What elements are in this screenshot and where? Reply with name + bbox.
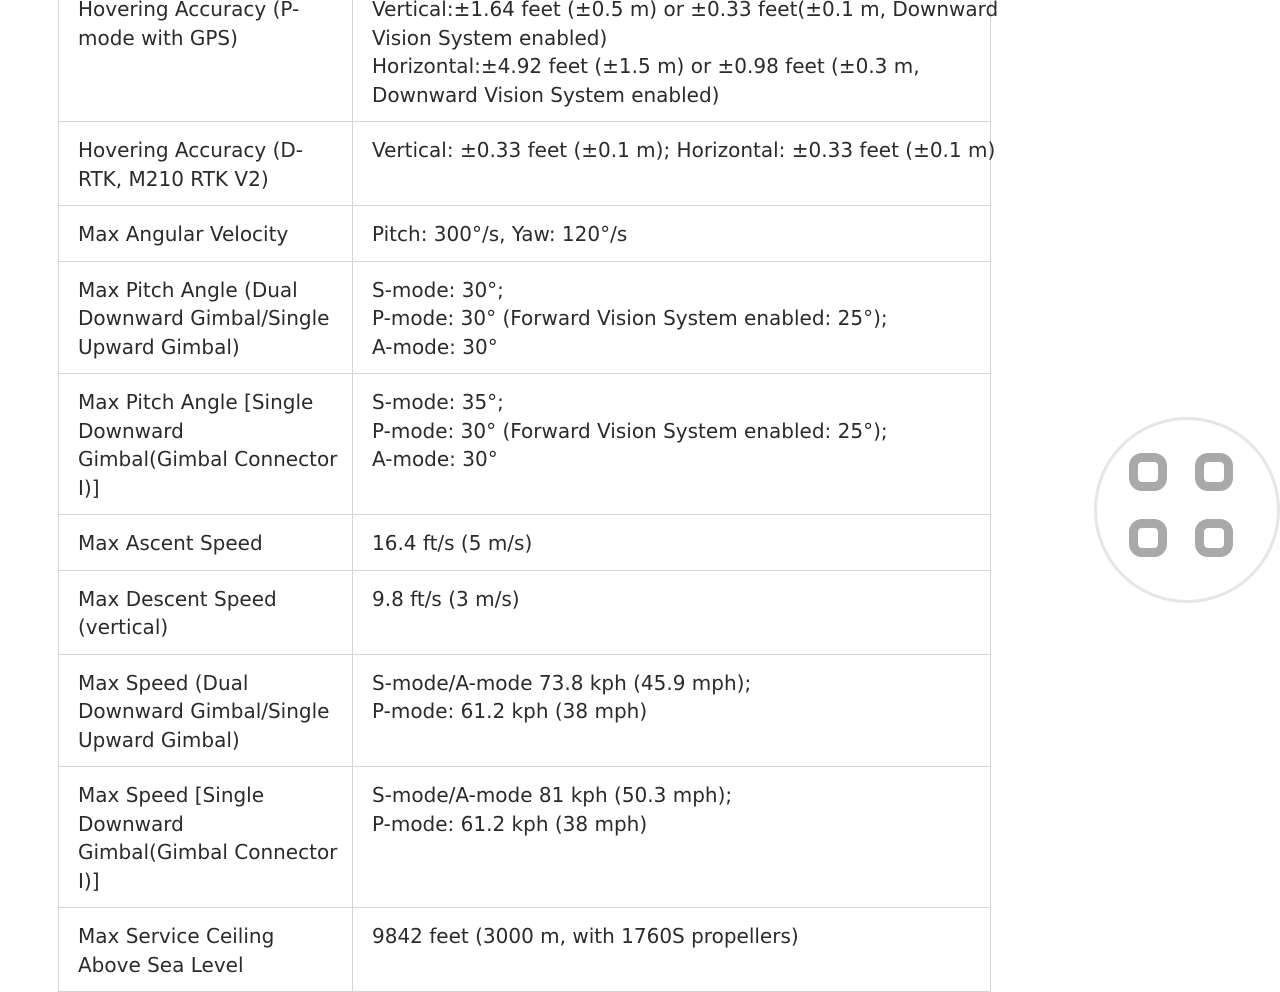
- spec-label-cell: [59, 206, 353, 262]
- spec-label: Max Speed [Single Downward Gimbal(Gimbal Connector I)]: [78, 783, 338, 893]
- spec-value-line: S-mode: 30°;: [372, 277, 504, 302]
- spec-row: [59, 570, 991, 654]
- spec-value-line: P-mode: 30° (Forward Vision System enabled: 25°);: [372, 418, 888, 443]
- spec-table: [58, 0, 999, 992]
- spec-label: Max Angular Velocity: [78, 222, 289, 246]
- spec-label: Hovering Accuracy (P-mode with GPS): [78, 0, 300, 50]
- spec-value-cell: [353, 767, 991, 908]
- spec-value-line: S-mode/A-mode 81 kph (50.3 mph);: [372, 783, 733, 807]
- spec-value-line: 16.4 ft/s (5 m/s): [372, 531, 533, 555]
- spec-value-line: Horizontal:±4.92 feet (±1.5 m) or ±0.98 feet (±0.3 m,: [372, 54, 920, 78]
- spec-value-cell: [353, 654, 991, 767]
- spec-value-line: Pitch: 300°/s, Yaw: 120°/s: [372, 222, 628, 246]
- spec-label-cell: [59, 122, 353, 206]
- spec-value-line: S-mode/A-mode 73.8 kph (45.9 mph);: [372, 670, 752, 695]
- spec-row: [59, 261, 991, 374]
- spec-label: Hovering Accuracy (D-RTK, M210 RTK V2): [78, 138, 304, 191]
- spec-value-cell: [353, 374, 991, 515]
- spec-row: [59, 122, 991, 206]
- grid-square-icon: [1195, 519, 1233, 557]
- spec-label: Max Speed (Dual Downward Gimbal/Single Upward Gimbal): [78, 670, 330, 752]
- spec-label-cell: [59, 570, 353, 654]
- spec-label-cell: [59, 908, 353, 992]
- spec-label: Max Pitch Angle [Single Downward Gimbal(Gimbal Connector I)]: [78, 390, 338, 500]
- spec-value-cell: [353, 515, 991, 571]
- spec-value-cell: [353, 206, 991, 262]
- spec-value-line: P-mode: 61.2 kph (38 mph): [372, 811, 648, 836]
- spec-value-line: A-mode: 30°: [372, 334, 498, 359]
- spec-label: Max Descent Speed (vertical): [78, 586, 277, 639]
- spec-row: [59, 0, 991, 122]
- menu-button[interactable]: [1094, 417, 1280, 603]
- spec-label: Max Pitch Angle (Dual Downward Gimbal/Single Upward Gimbal): [78, 277, 330, 359]
- spec-label: Max Service Ceiling Above Sea Level: [78, 924, 275, 977]
- spec-row: [59, 654, 991, 767]
- spec-row: [59, 908, 991, 992]
- spec-row: [59, 206, 991, 262]
- spec-label-cell: [59, 374, 353, 515]
- spec-value-line: P-mode: 30° (Forward Vision System enabled: 25°);: [372, 306, 888, 330]
- spec-label-cell: [59, 654, 353, 767]
- spec-label-cell: [59, 515, 353, 571]
- spec-table-body: [59, 0, 999, 992]
- grid-square-icon: [1129, 453, 1167, 491]
- grid-square-icon: [1129, 519, 1167, 557]
- spec-row: [59, 767, 991, 908]
- spec-row: [59, 374, 991, 515]
- spec-value-line: A-mode: 30°: [372, 447, 498, 471]
- spec-value-line: Vision System enabled): [372, 25, 608, 50]
- spec-value-line: S-mode: 35°;: [372, 390, 504, 414]
- spec-value-cell: [353, 0, 999, 122]
- spec-value-line: P-mode: 61.2 kph (38 mph): [372, 699, 648, 723]
- spec-value-cell: [353, 570, 991, 654]
- grid-square-icon: [1195, 453, 1233, 491]
- spec-label-cell: [59, 767, 353, 908]
- spec-value-line: 9842 feet (3000 m, with 1760S propellers): [372, 924, 799, 948]
- spec-value-cell: [353, 122, 996, 206]
- spec-value-line: Vertical:±1.64 feet (±0.5 m) or ±0.33 feet(±0.1 m, Downward: [372, 0, 999, 21]
- spec-value-cell: [353, 261, 991, 374]
- spec-value-cell: [353, 908, 991, 992]
- spec-label-cell: [59, 261, 353, 374]
- spec-label: Max Ascent Speed: [78, 531, 263, 555]
- spec-label-cell: [59, 0, 353, 122]
- spec-value-line: Vertical: ±0.33 feet (±0.1 m); Horizontal: ±0.33 feet (±0.1 m): [372, 138, 996, 162]
- spec-value-line: Downward Vision System enabled): [372, 82, 720, 107]
- spec-row: [59, 515, 991, 571]
- spec-value-line: 9.8 ft/s (3 m/s): [372, 586, 520, 611]
